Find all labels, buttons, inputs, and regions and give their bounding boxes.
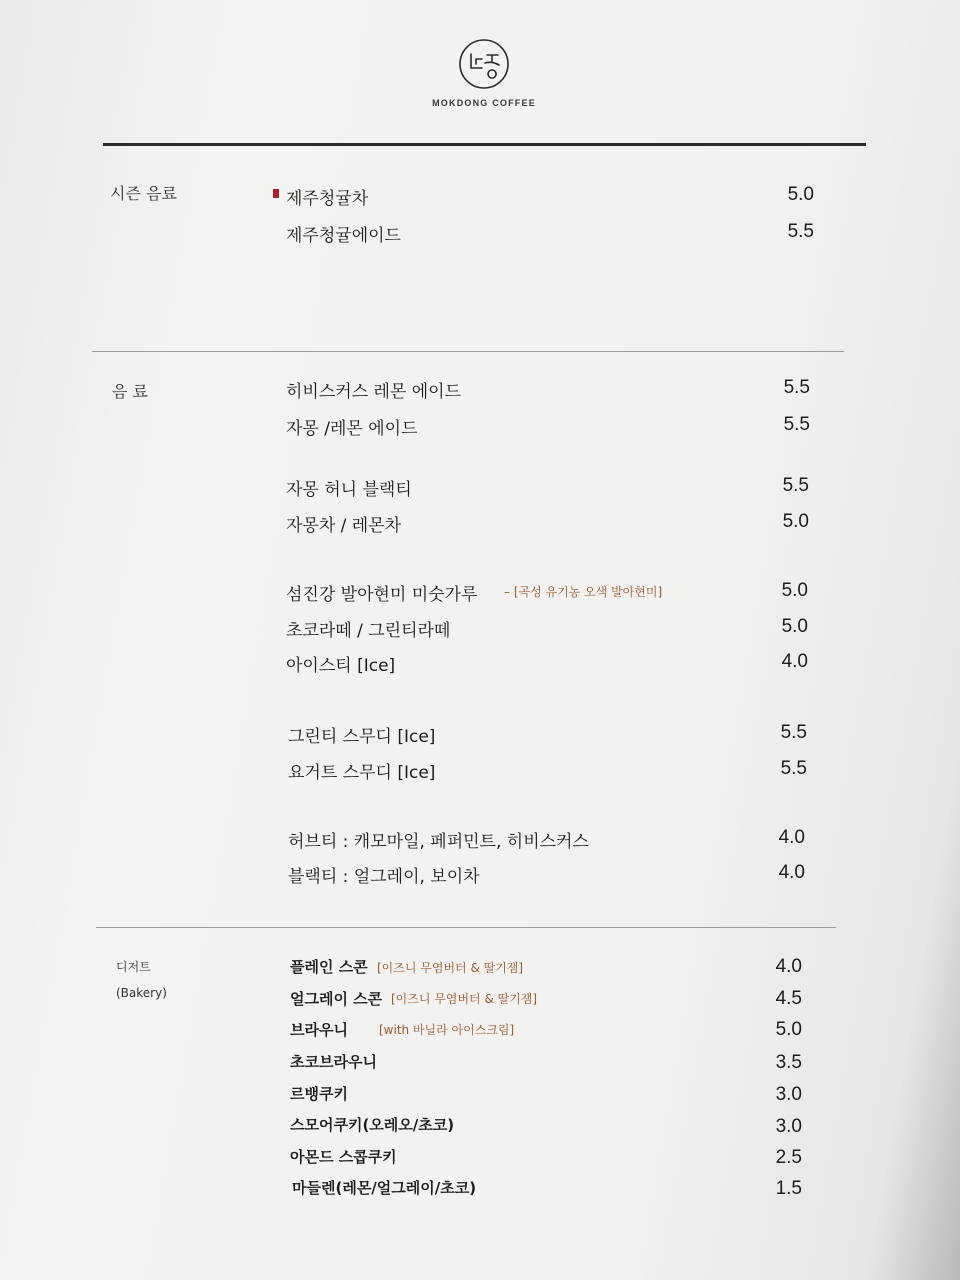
- menu-item-name: 히비스커스 레몬 에이드: [286, 382, 462, 402]
- section-sublabel-bakery: (Bakery): [116, 986, 167, 1000]
- menu-item-price: 3.0: [775, 1084, 802, 1105]
- menu-item-name: 제주청귤에이드: [286, 226, 401, 246]
- menu-item-price: 5.5: [780, 722, 807, 743]
- menu-item-price: 5.0: [781, 616, 808, 637]
- menu-item-price: 5.0: [787, 184, 814, 205]
- menu-item-name: 플레인 스콘: [290, 958, 368, 976]
- menu-item-name: 마들렌(레몬/얼그레이/초코): [292, 1179, 477, 1197]
- menu-item-name: 얼그레이 스콘: [290, 990, 383, 1008]
- menu-item-name: 그린티 스무디 [Ice]: [288, 727, 436, 747]
- menu-item-price: 4.5: [775, 988, 802, 1009]
- menu-item-price: 3.0: [775, 1116, 802, 1137]
- menu-item-name: 르뱅쿠키: [290, 1085, 348, 1103]
- menu-item-name: 자몽 허니 블랙티: [286, 480, 412, 500]
- menu-item-name: 브라우니: [290, 1021, 348, 1039]
- menu-item-note: [이즈니 무염버터 & 딸기잼]: [391, 992, 538, 1006]
- section-label-drinks: 음 료: [112, 382, 148, 401]
- menu-item-price: 3.5: [775, 1052, 802, 1073]
- menu-item-name: 블랙티 : 얼그레이, 보이차: [288, 867, 480, 887]
- menu-item-name: 자몽차 / 레몬차: [286, 516, 402, 536]
- menu-item-name: 아몬드 스콥쿠키: [290, 1148, 397, 1166]
- menu-item-price: 2.5: [775, 1147, 802, 1168]
- menu-item-price: 5.5: [782, 475, 809, 496]
- menu-item-price: 4.0: [778, 862, 805, 883]
- menu-item-price: 4.0: [778, 827, 805, 848]
- menu-item-note: [with 바닐라 아이스크림]: [379, 1023, 515, 1037]
- menu-item-name: 제주청귤차: [286, 189, 369, 209]
- menu-item-name: 아이스티 [Ice]: [286, 656, 396, 676]
- menu-item-name: 요거트 스무디 [Ice]: [288, 763, 436, 783]
- header-divider: [103, 143, 866, 146]
- menu-item-price: 5.0: [782, 511, 809, 532]
- menu-item-name: 초코라떼 / 그린티라떼: [286, 621, 451, 641]
- section-label-dessert: 디저트: [116, 960, 151, 974]
- menu-item-note: – [곡성 유기농 오색 발아현미]: [504, 585, 663, 599]
- section-divider: [92, 351, 844, 352]
- menu-item-note: [이즈니 무염버터 & 딸기잼]: [377, 961, 524, 975]
- menu-item-name: 자몽 /레몬 에이드: [286, 419, 418, 439]
- menu-item-name: 허브티 : 캐모마일, 페퍼민트, 히비스커스: [288, 832, 589, 852]
- menu-item-name: 스모어쿠키(오레오/초코): [290, 1116, 455, 1134]
- menu-item-price: 5.0: [775, 1019, 802, 1040]
- mokdong-coffee-logo-icon: [458, 38, 510, 90]
- section-divider: [96, 927, 836, 928]
- new-item-marker: [273, 189, 279, 198]
- brand-name: MOKDONG COFFEE: [432, 98, 536, 108]
- menu-item-price: 1.5: [775, 1178, 802, 1199]
- menu-item-name: 초코브라우니: [290, 1053, 377, 1071]
- menu-item-name: 섬진강 발아현미 미숫가루: [286, 585, 478, 605]
- menu-item-price: 5.5: [783, 414, 810, 435]
- menu-item-price: 4.0: [781, 651, 808, 672]
- menu-item-price: 5.5: [787, 221, 814, 242]
- section-label-season: 시즌 음료: [110, 184, 177, 203]
- menu-item-price: 5.5: [783, 377, 810, 398]
- menu-item-price: 5.0: [781, 580, 808, 601]
- menu-item-price: 4.0: [775, 956, 802, 977]
- menu-item-price: 5.5: [780, 758, 807, 779]
